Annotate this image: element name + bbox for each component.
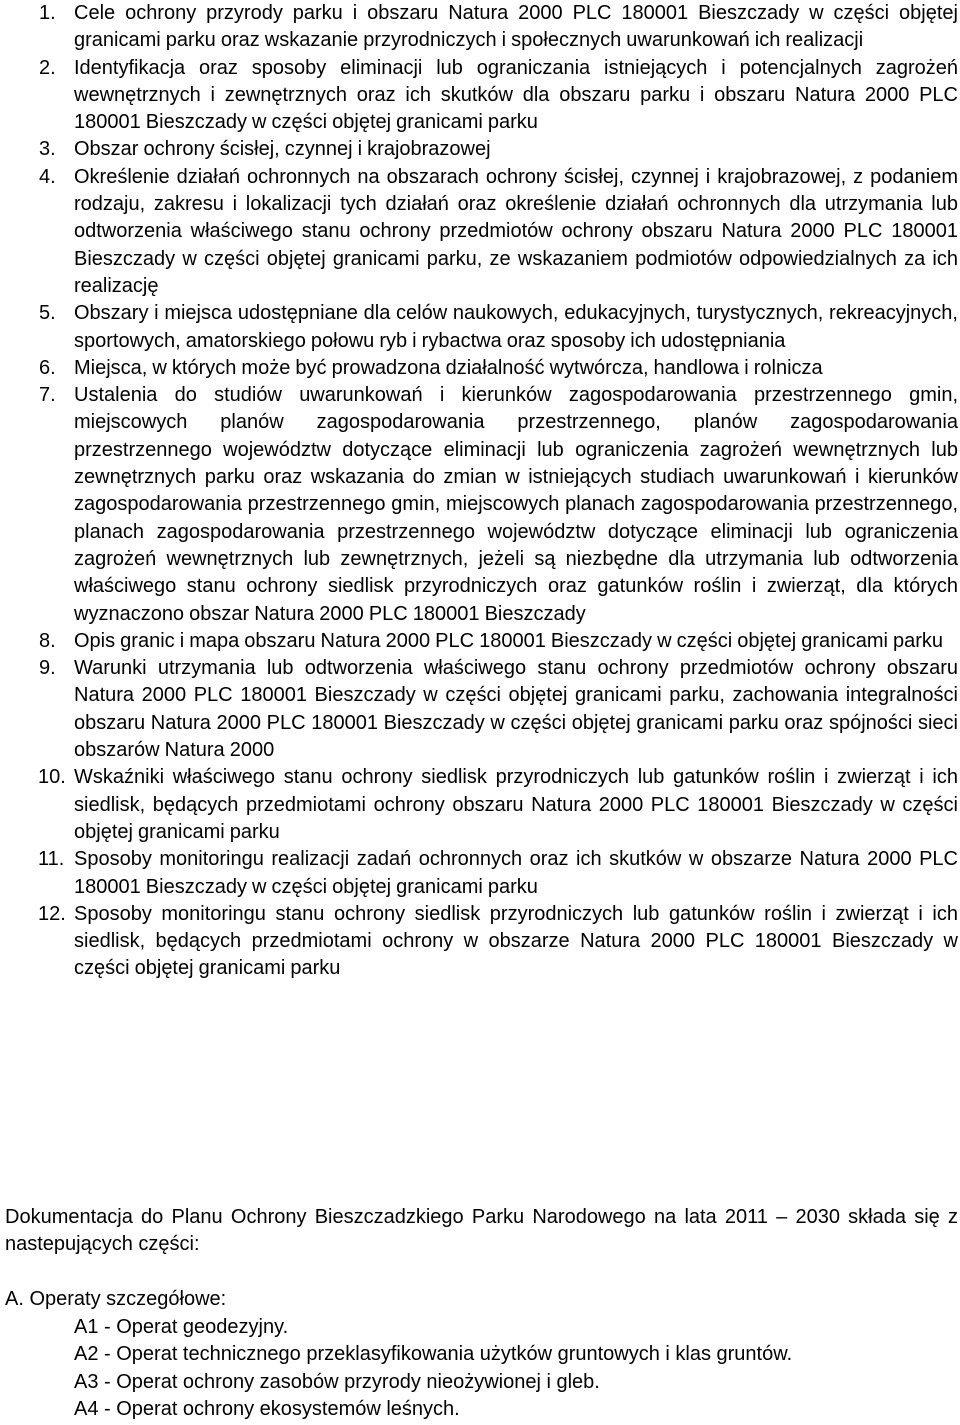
list-item [0, 136, 958, 163]
list-item [0, 355, 958, 382]
item-text: Miejsca, w których może być prowadzona działalność wytwórcza, handlowa i rolnicza [74, 356, 823, 379]
list-item [0, 655, 958, 764]
list-item [0, 764, 958, 846]
list-item [0, 300, 958, 355]
list-item [0, 846, 958, 901]
item-text: Wskaźniki właściwego stanu ochrony siedlisk przyrodniczych lub gatunków roślin i zwierząt i ich siedlisk, będących przedmiotami ochrony obszaru Natura 2000 PLC 180001 Bieszczady w części objętej granicami parku [74, 766, 958, 843]
item-text: Opis granic i mapa obszaru Natura 2000 PLC 180001 Bieszczady w części objętej granicami parku [74, 629, 944, 652]
section-a-heading: A. Operaty szczegółowe: [5, 1288, 227, 1310]
list-item [0, 55, 958, 137]
list-item [0, 382, 958, 628]
item-number: 5. [39, 302, 56, 325]
item-text: Sposoby monitoringu stanu ochrony siedlisk przyrodniczych lub gatunków roślin i zwierząt i ich siedlisk, będących przedmiotami ochrony w obszarze Natura 2000 PLC 180001 Bieszczady w części objętej granicami parku [74, 902, 958, 980]
item-number: 11. [38, 848, 65, 871]
item-number: 7. [39, 384, 56, 407]
item-text: Określenie działań ochronnych na obszarach ochrony ścisłej, czynnej i krajobrazowej, z podaniem rodzaju, zakresu i lokalizacji tych działań oraz określenie działań ochronnych dla utrzymania lub odtworzenia właściwego stanu ochrony przedmiotów ochrony obszaru Natura 2000 PLC 180001 Bieszczady w części objętej granicami parku, ze wskazaniem podmiotów odpowiedzialnych za ich realizację [74, 165, 958, 297]
part-item: A1 - Operat geodezyjny. [74, 1316, 289, 1338]
item-text: Ustalenia do studiów uwarunkowań i kierunków zagospodarowania przestrzennego gmin, miejscowych planów zagospodarowania przestrzennego, planów zagospodarowania przestrzennego województw dotyczące eliminacji lub ograniczenia zagrożeń wewnętrznych lub zewnętrznych parku oraz wskazania do zmian w istniejących studiach uwarunkowań i kierunków zagospodarowania przestrzennego gmin, miejscowych planach zagospodarowania przestrzennego, planach zagospodarowania przestrzennego województw dotyczące eliminacji lub ograniczenia zagrożeń wewnętrznych lub zewnętrznych, jeżeli są niezbędne dla utrzymania lub odtworzenia właściwego stanu ochrony siedlisk przyrodniczych oraz gatunków roślin i zwierząt, dla których wyznaczono obszar Natura 2000 PLC 180001 Bieszczady [74, 384, 958, 625]
item-number: 2. [39, 56, 56, 79]
item-number: 3. [39, 138, 56, 161]
item-text: Sposoby monitoringu realizacji zadań ochronnych oraz ich skutków w obszarze Natura 2000 PLC 180001 Bieszczady w części objętej granicami parku [74, 848, 958, 898]
item-number: 12. [38, 902, 66, 925]
list-item [0, 164, 958, 300]
item-text: Warunki utrzymania lub odtworzenia właściwego stanu ochrony przedmiotów ochrony obszaru Natura 2000 PLC 180001 Bieszczady w części objętej granicami parku, zachowania integralności obszaru Natura 2000 PLC 180001 Bieszczady w części objętej granicami parku oraz spójności sieci obszarów Natura 2000 [74, 657, 958, 762]
section-a-parts-list [74, 1314, 792, 1423]
item-number: 6. [39, 356, 56, 379]
item-text: Identyfikacja oraz sposoby eliminacji lub ograniczania istniejących i potencjalnych zagrożeń wewnętrznych i zewnętrznych oraz ich skutków dla obszaru parku i obszaru Natura 2000 PLC 180001 Bieszczady w części objętej granicami parku [74, 56, 958, 134]
item-text: Cele ochrony przyrody parku i obszaru Natura 2000 PLC 180001 Bieszczady w części objętej granicami parku oraz wskazanie przyrodniczych i społecznych uwarunkowań ich realizacji [74, 2, 958, 52]
item-number: 10. [38, 766, 66, 789]
item-number: 1. [39, 2, 56, 24]
part-item: A3 - Operat ochrony zasobów przyrody nieożywionej i gleb. [74, 1370, 600, 1393]
list-item [0, 0, 958, 55]
item-text: Obszary i miejsca udostępniane dla celów naukowych, edukacyjnych, turystycznych, rekreacyjnych, sportowych, amatorskiego połowu ryb i rybactwa oraz sposoby ich udostępniania [74, 302, 958, 352]
list-item [0, 901, 958, 983]
item-text: Obszar ochrony ścisłej, czynnej i krajobrazowej [74, 138, 491, 161]
item-number: 4. [39, 165, 56, 188]
documentation-intro-paragraph: Dokumentacja do Planu Ochrony Bieszczadzkiego Parku Narodowego na lata 2011 – 2030 składa się z nastepujących części: [5, 1206, 958, 1256]
item-number: 8. [39, 629, 56, 652]
part-item: A4 - Operat ochrony ekosystemów leśnych. [74, 1397, 460, 1420]
item-number: 9. [39, 657, 56, 680]
part-item: A2 - Operat technicznego przeklasyfikowania użytków gruntowych i klas gruntów. [74, 1343, 793, 1366]
list-item [0, 628, 958, 655]
